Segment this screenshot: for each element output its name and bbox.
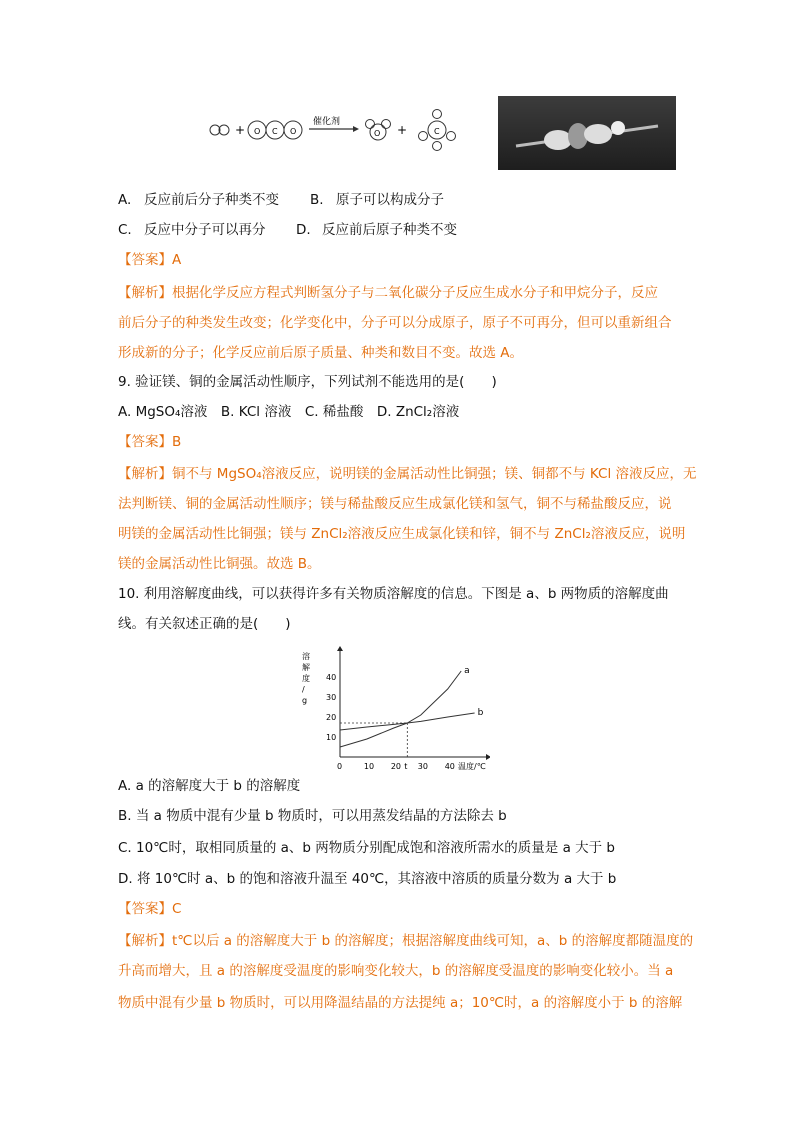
q9-analysis-line-2: 法判断镁、铜的金属活动性顺序；镁与稀盐酸反应生成氯化镁和氢气，铜不与稀盐酸反应，说 (118, 496, 672, 512)
y-axis-label-char: g (302, 696, 308, 705)
catalyst-label: 催化剂 (313, 117, 341, 127)
x-axis-arrow (486, 754, 490, 760)
x-tick-label: 0 (337, 762, 343, 770)
series-line-a (340, 671, 461, 747)
c-label-2: C (434, 127, 440, 136)
q10-option-d: D. 将 10℃时 a、b 的饱和溶液升温至 40℃，其溶液中溶质的质量分数为 a 大于 b (118, 871, 617, 887)
o-label-2: O (290, 127, 297, 136)
solubility-chart (300, 645, 490, 770)
q10-analysis-line-2: 升高而增大，且 a 的溶解度受温度的影响变化较大，b 的溶解度受温度的影响变化较小。当 a (118, 963, 674, 979)
series-label-a: a (464, 666, 470, 676)
svg-text:+: + (235, 123, 246, 137)
water-molecule-icon (366, 120, 391, 141)
q8-option-c: C. 反应中分子可以再分 (118, 222, 266, 238)
x-tick-label: 20 (390, 762, 402, 770)
reaction-diagram (205, 104, 465, 160)
y-axis-label-char: / (302, 685, 305, 694)
svg-text:+: + (397, 123, 408, 137)
y-axis-label-char: 溶 (302, 652, 310, 661)
q8-answer: 【答案】A (118, 252, 182, 268)
o-label-3: O (374, 129, 381, 138)
x-tick-label: 30 (417, 762, 428, 770)
x-tick-label: t (404, 762, 408, 770)
q10-stem-line-1: 10. 利用溶解度曲线，可以获得许多有关物质溶解度的信息。下图是 a、b 两物质的溶解度曲 (118, 586, 669, 602)
q8-option-a: A. 反应前后分子种类不变 (118, 192, 279, 208)
q10-analysis-line-1: 【解析】t℃以后 a 的溶解度大于 b 的溶解度；根据溶解度曲线可知，a、b 的溶解度都随温度的 (118, 933, 694, 949)
solubility-chart-svg (300, 645, 490, 770)
carbon-dioxide-molecule-icon (248, 121, 302, 139)
q9-stem: 9. 验证镁、铜的金属活动性顺序，下列试剂不能选用的是( ) (118, 374, 497, 390)
y-axis-label-char: 度 (302, 674, 310, 683)
q10-stem-line-2: 线。有关叙述正确的是( ) (118, 616, 291, 632)
q10-option-c: C. 10℃时，取相同质量的 a、b 两物质分别配成饱和溶液所需水的质量是 a 大于 b (118, 840, 615, 856)
q10-option-b: B. 当 a 物质中混有少量 b 物质时，可以用蒸发结晶的方法除去 b (118, 808, 507, 824)
q9-analysis-line-3: 明镁的金属活动性比铜强；镁与 ZnCl₂溶液反应生成氯化镁和锌，铜不与 ZnCl₂溶液反应，说明 (118, 526, 686, 542)
y-tick-label: 10 (326, 733, 337, 742)
q8-analysis-line-1: 【解析】根据化学反应方程式判断氢分子与二氧化碳分子反应生成水分子和甲烷分子，反应 (118, 285, 658, 301)
y-tick-label: 40 (326, 673, 337, 682)
q9-options: A. MgSO₄溶液 B. KCl 溶液 C. 稀盐酸 D. ZnCl₂溶液 (118, 404, 460, 420)
molecular-model-photo (498, 96, 676, 170)
reaction-equation-svg (205, 104, 465, 160)
q8-analysis-line-3: 形成新的分子；化学反应前后原子质量、种类和数目不变。故选 A。 (118, 345, 524, 361)
y-tick-label: 20 (326, 713, 337, 722)
q8-option-b: B. 原子可以构成分子 (310, 192, 444, 208)
hydrogen-molecule-icon (210, 125, 229, 135)
methane-molecule-icon (419, 110, 456, 151)
x-tick-label: 40 (444, 762, 455, 770)
series-label-b: b (477, 708, 484, 718)
x-tick-label: 10 (363, 762, 375, 770)
ball-stick-model-icon (498, 96, 676, 170)
y-axis-label-char: 解 (302, 663, 310, 672)
o-label-1: O (254, 127, 261, 136)
q9-answer: 【答案】B (118, 434, 182, 450)
q9-analysis-line-1: 【解析】铜不与 MgSO₄溶液反应，说明镁的金属活动性比铜强；镁、铜都不与 KCl 溶液反应，无 (118, 466, 697, 482)
q10-analysis-line-3: 物质中混有少量 b 物质时，可以用降温结晶的方法提纯 a；10℃时，a 的溶解度小于 b 的溶解 (118, 995, 683, 1011)
q10-answer: 【答案】C (118, 901, 182, 917)
q8-analysis-line-2: 前后分子的种类发生改变；化学变化中，分子可以分成原子，原子不可再分，但可以重新组合 (118, 315, 672, 331)
q10-option-a: A. a 的溶解度大于 b 的溶解度 (118, 778, 301, 794)
q9-analysis-line-4: 镁的金属活动性比铜强。故选 B。 (118, 556, 321, 572)
c-label-1: C (272, 127, 278, 136)
y-axis-arrow (337, 646, 343, 651)
q8-option-d: D. 反应前后原子种类不变 (296, 222, 457, 238)
y-tick-label: 30 (326, 693, 337, 702)
x-axis-label: 温度/℃ (458, 762, 486, 770)
